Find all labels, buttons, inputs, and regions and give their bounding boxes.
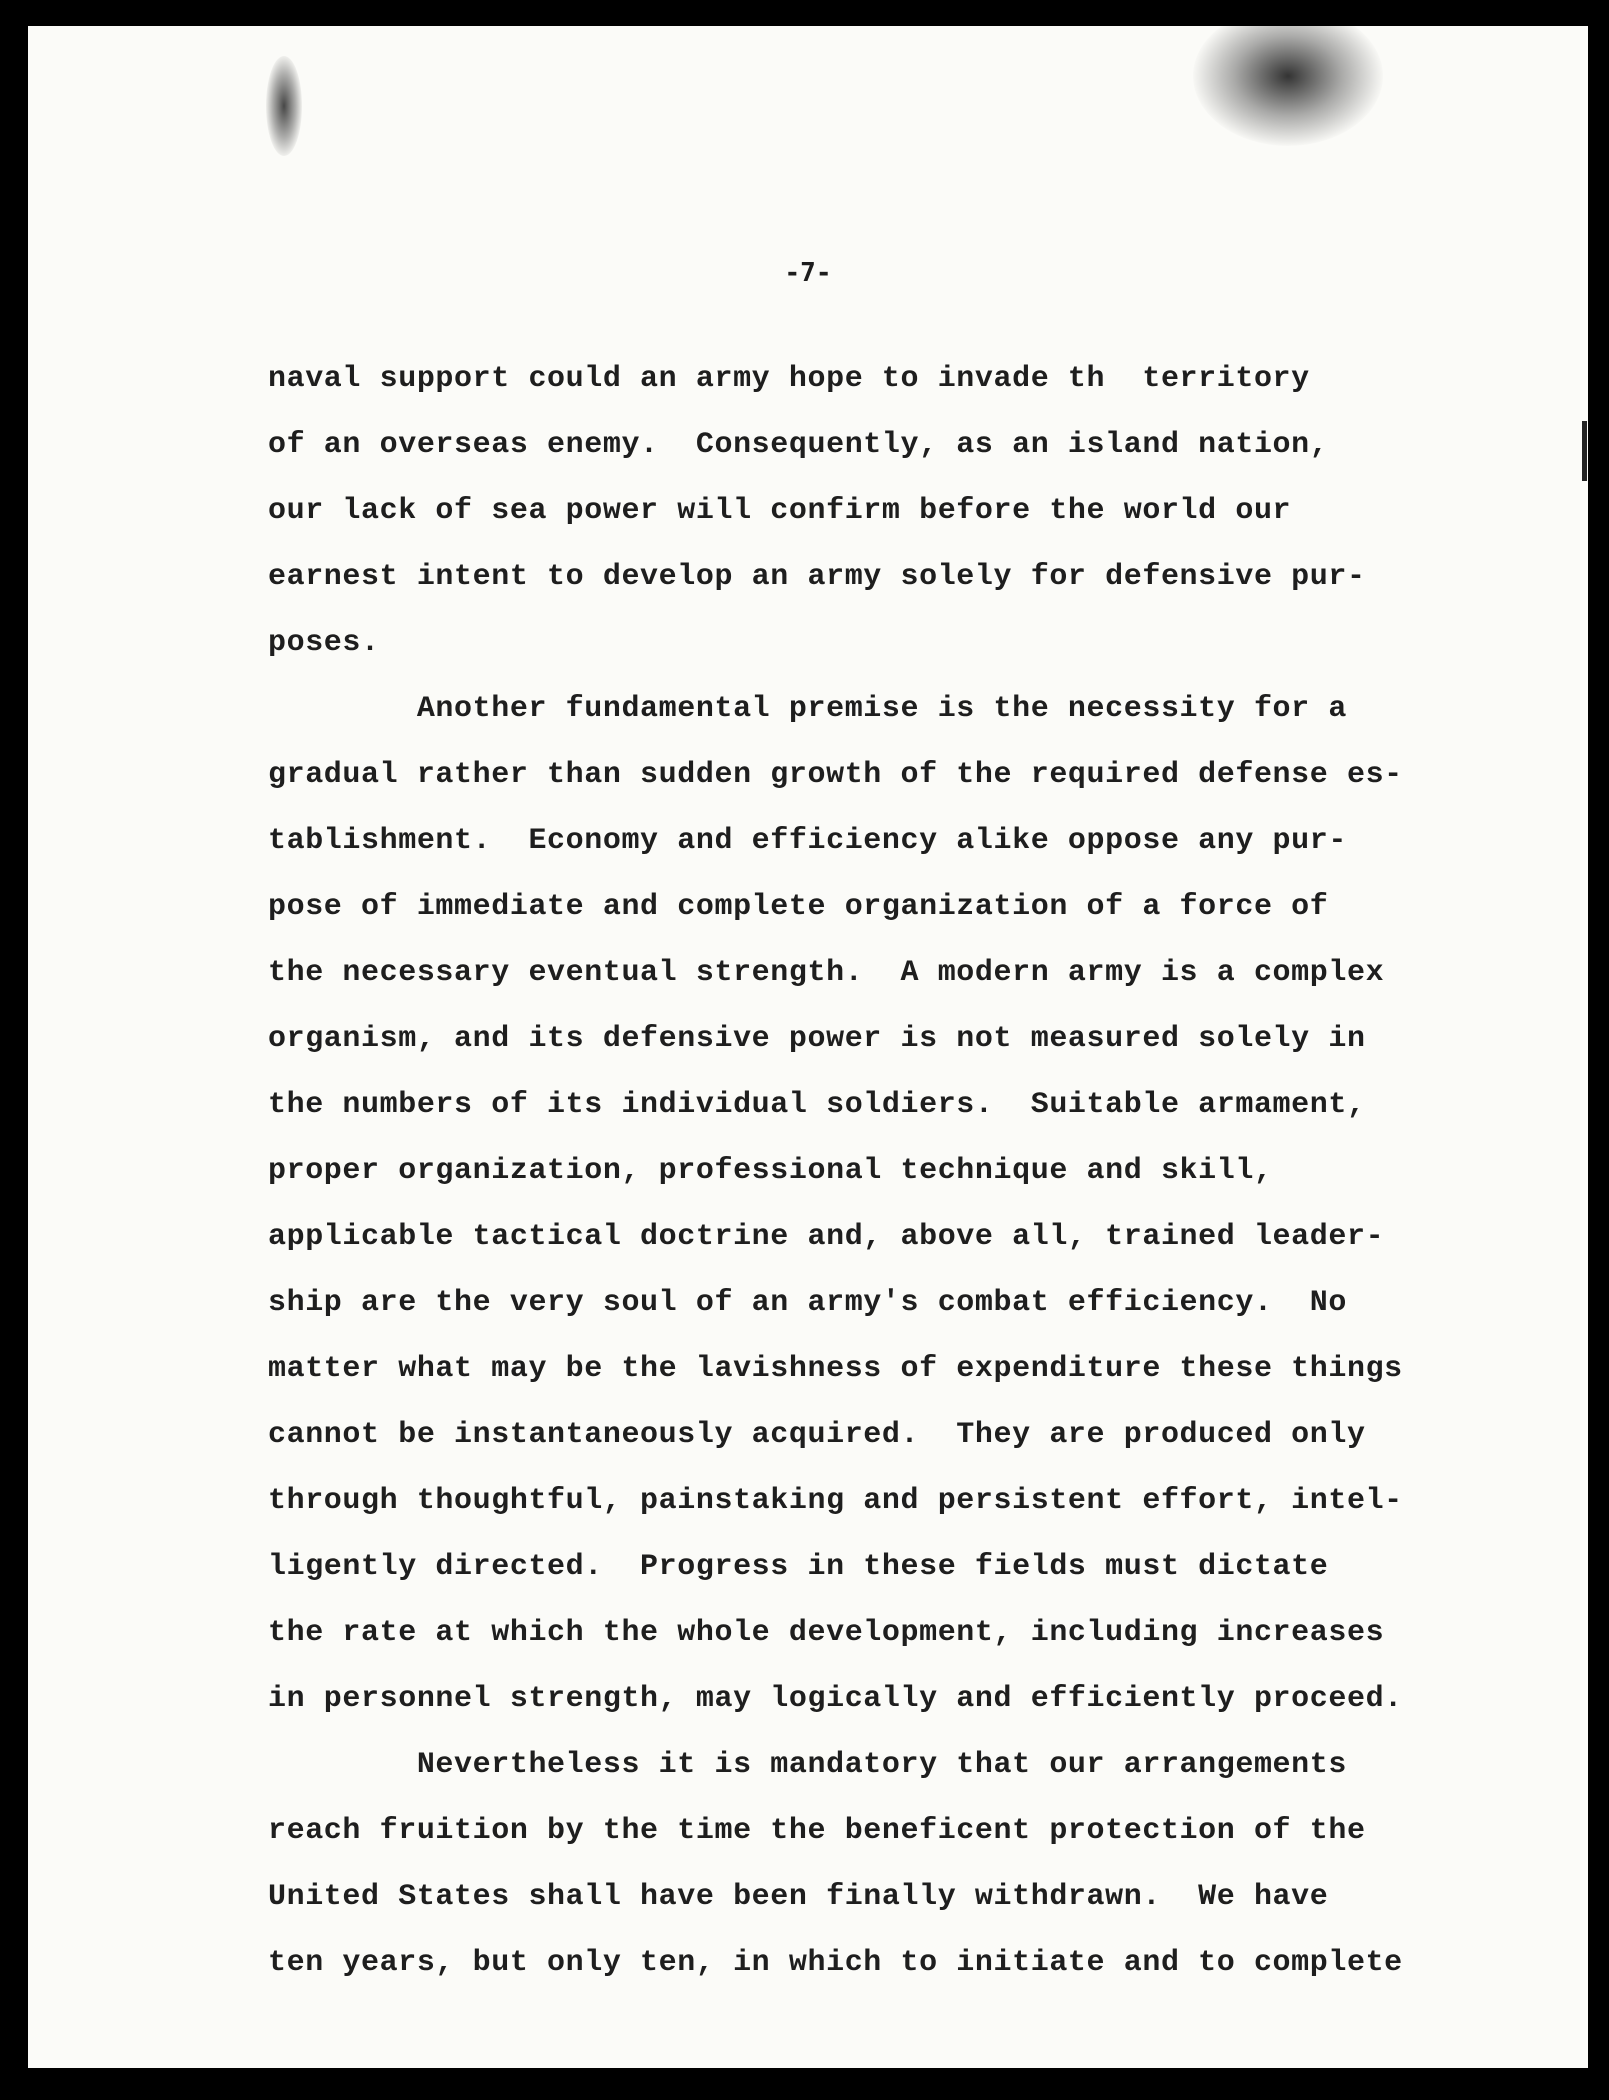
text-line: proper organization, professional technique and skill, (268, 1154, 1273, 1188)
text-line: our lack of sea power will confirm before the world our (268, 494, 1292, 528)
edge-mark (1582, 421, 1587, 481)
page-number: -7- (784, 258, 832, 288)
text-line: organism, and its defensive power is not measured solely in (268, 1022, 1366, 1056)
text-line: matter what may be the lavishness of expenditure these things (268, 1352, 1403, 1386)
document-page (28, 26, 1588, 2068)
text-line: poses. (268, 626, 380, 660)
text-line: cannot be instantaneously acquired. They are produced only (268, 1418, 1366, 1452)
typed-body-text (268, 346, 1478, 1996)
text-line: ship are the very soul of an army's combat efficiency. No (268, 1286, 1347, 1320)
text-line: ligently directed. Progress in these fields must dictate (268, 1550, 1329, 1584)
text-line: the rate at which the whole development, including increases (268, 1616, 1385, 1650)
ink-smudge-left (266, 56, 302, 156)
text-line: earnest intent to develop an army solely for defensive pur- (268, 560, 1366, 594)
text-line: Another fundamental premise is the necessity for a (268, 692, 1347, 726)
text-line: reach fruition by the time the beneficent protection of the (268, 1814, 1366, 1848)
text-line: ten years, but only ten, in which to initiate and to complete (268, 1946, 1403, 1980)
text-line: through thoughtful, painstaking and persistent effort, intel- (268, 1484, 1403, 1518)
text-line: of an overseas enemy. Consequently, as an island nation, (268, 428, 1329, 462)
text-line: tablishment. Economy and efficiency alike oppose any pur- (268, 824, 1347, 858)
ink-smudge-right (1193, 26, 1383, 146)
text-line: gradual rather than sudden growth of the required defense es- (268, 758, 1403, 792)
text-line: in personnel strength, may logically and efficiently proceed. (268, 1682, 1403, 1716)
text-line: Nevertheless it is mandatory that our arrangements (268, 1748, 1347, 1782)
text-line: applicable tactical doctrine and, above all, trained leader- (268, 1220, 1385, 1254)
text-line: the numbers of its individual soldiers. Suitable armament, (268, 1088, 1366, 1122)
text-line: pose of immediate and complete organization of a force of (268, 890, 1329, 924)
text-line: the necessary eventual strength. A modern army is a complex (268, 956, 1385, 990)
text-line: naval support could an army hope to invade th territory (268, 362, 1310, 396)
text-line: United States shall have been finally withdrawn. We have (268, 1880, 1329, 1914)
